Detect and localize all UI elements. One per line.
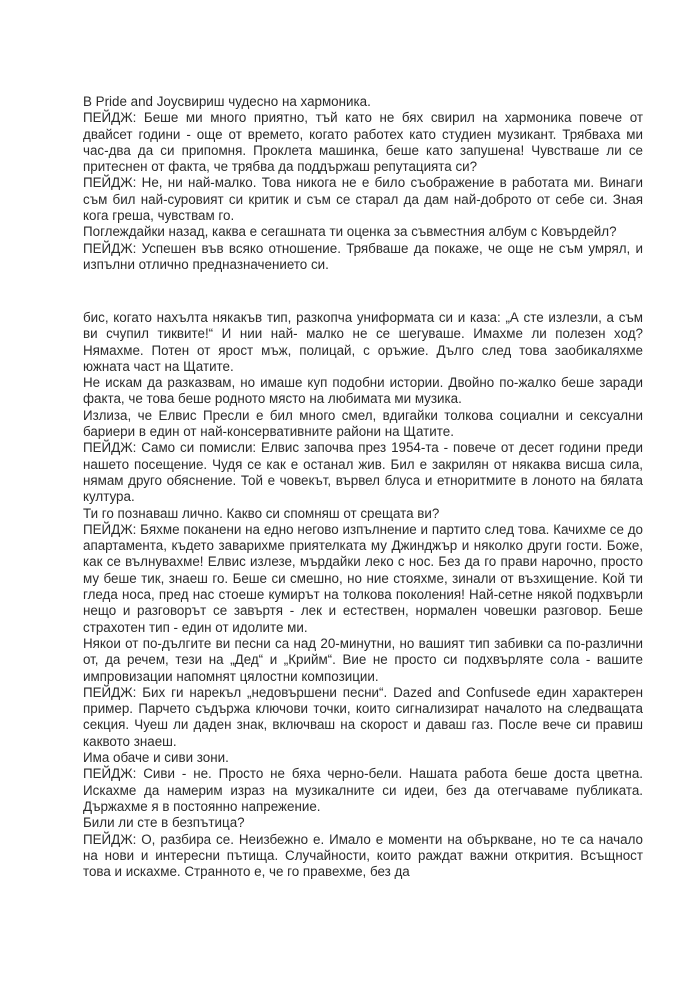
text-block-top [83,94,643,273]
paragraph: ПЕЙДЖ: Сиви - не. Просто не бяха черно-бели. Нашата работа беше доста цветна. Искахме да намерим израз на музикалните си идеи, без да отегчаваме публиката. Държахме я в постоянно напрежение. [83,766,643,814]
paragraph: ПЕЙДЖ: Само си помисли: Елвис започва през 1954-та - повече от десет години преди нашето посещение. Чудя се как е останал жив. Бил е закрилян от някаква висша сила, нямам друго обяснение. Той е човекът, вървел блуса и етноритмите в лоното на бялата култура. [83,440,643,505]
paragraph: ПЕЙДЖ: Беше ми много приятно, тъй като не бях свирил на хармоника повече от двайсет години - още от времето, когато работех като студиен музикант. Трябваха ми час-два да си припомня. Проклета машинка, беше като запушена! Чувстваше ли се притеснен от факта, че трябва да поддържаш репутацията си? [83,110,643,175]
paragraph: В Pride and Joyсвириш чудесно на хармоника. [83,94,371,109]
paragraph: Ти го познаваш лично. Какво си спомняш от срещата ви? [83,505,440,521]
paragraph: Има обаче и сиви зони. [83,750,229,766]
text-block-bottom [83,310,643,880]
paragraph: Не искам да разказвам, но имаше куп подобни истории. Двойно по-жалко беше заради факта, че това беше родното място на любимата ми музика. [83,375,643,407]
paragraph: ПЕЙДЖ: О, разбира се. Неизбежно е. Имало е моменти на объркване, но те са начало на нови и интересни пътища. Случайности, които раждат важни открития. Всъщност това и искахме. Странното е, че го правехме, без да [83,831,643,880]
paragraph: бис, когато нахълта някакъв тип, разкопча униформата си и каза: „А сте излезли, а съм ви счупил тиквите!“ И нии най- малко не се шегуваше. Имахме ли полезен ход? Нямахме. Потен от ярост мъж, полицай, с оръжие. Дълго след това заобикаляхме южната част на Щатите. [83,310,643,374]
paragraph: Някои от по-дългите ви песни са над 20-минутни, но вашият тип забивки са по-различни от, да речем, тези на „Дед“ и „Крийм“. Вие не просто си подхвърляте сола - вашите импровизации напомнят цялостни композиции. [83,635,643,684]
paragraph: Били ли сте в безпътица? [83,815,245,831]
paragraph: ПЕЙДЖ: Не, ни най-малко. Това никога не е било съображение в работата ми. Винаги съм бил най-суровият си критик и съм се старал да дам най-доброто от себе си. Зная кога греша, чувствам го. [83,175,643,224]
paragraph: Излиза, че Елвис Пресли е бил много смел, вдигайки толкова социални и сексуални бариери в един от най-консервативните райони на Щатите. [83,407,643,440]
paragraph: Поглеждайки назад, каква е сегашната ти оценка за съвместния албум с Ковърдейл? [83,224,617,240]
paragraph: ПЕЙДЖ: Успешен във всяко отношение. Трябваше да покаже, че още не съм умрял, и изпълни отлично предназначението си. [83,240,643,272]
paragraph: ПЕЙДЖ: Бяхме поканени на едно негово изпълнение и партито след това. Качихме се до апартамента, където заварихме приятелката му Джинджър и няколко други гости. Боже, как се вълнувахме! Елвис излезе, мърдайки леко с нос. Без да го прави нарочно, просто му беше тик, знаеш го. Беше си смешно, но ние стояхме, зинали от възхищение. Кой ти гледа носа, пред нас стоеше кумирът на толкова поколения! Най-сетне някой подхвърли нещо и разговорът се завъртя - лек и естествен, нормален човешки разговор. Беше страхотен тип - един от идолите ми. [83,521,643,635]
paragraph: ПЕЙДЖ: Бих ги нарекъл „недовършени песни“. Dazed and Confusede един характерен пример. Парчето съдържа ключови точки, които сигнализират началото на следващата секция. Чуеш ли даден знак, включваш на скорост и даваш газ. После вече си правиш каквото знаеш. [83,684,643,749]
